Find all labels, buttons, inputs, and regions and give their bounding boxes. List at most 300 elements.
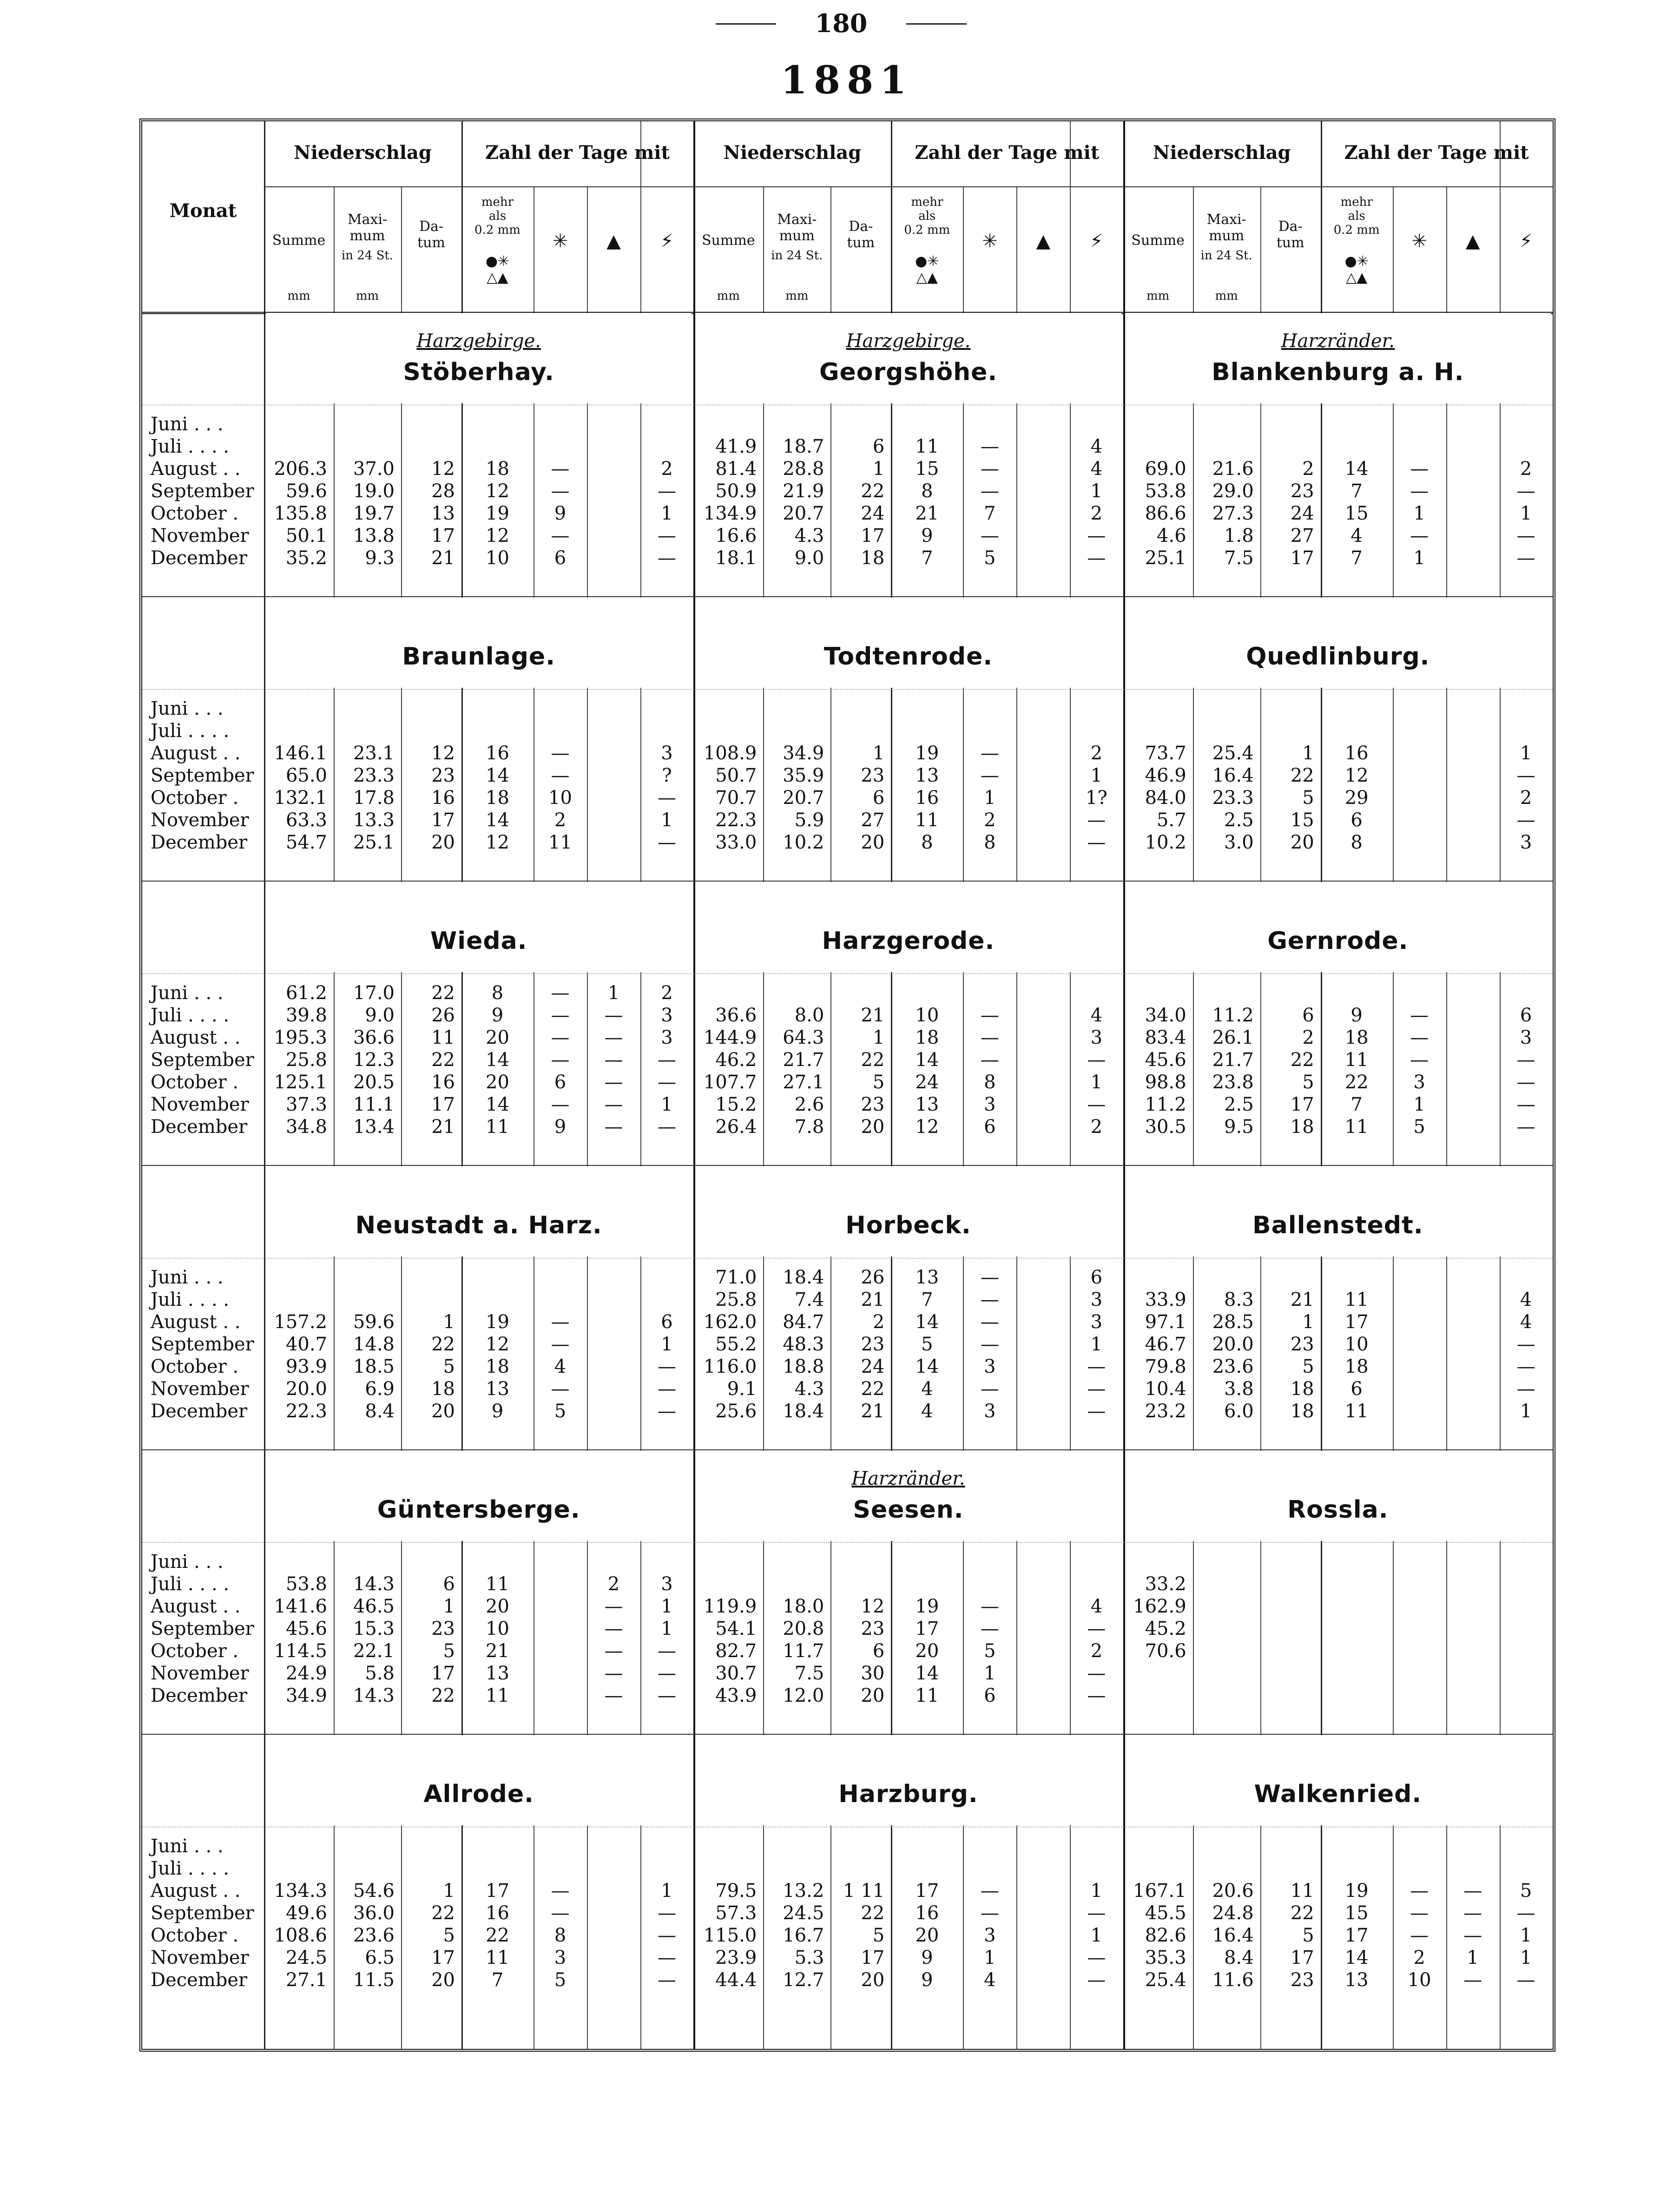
month-label: Juni . . . [151, 414, 224, 435]
data-cell: 29 [1344, 787, 1369, 809]
data-cell [640, 1857, 693, 1880]
data-cell: 21 [1290, 1289, 1314, 1310]
data-cell: 22 [861, 480, 885, 502]
data-cell: 5.3 [794, 1947, 824, 1968]
data-cell: 11 [915, 810, 939, 831]
rain-snow-icon: ●✳ △▲ [485, 253, 510, 286]
data-cell: 20 [431, 1401, 455, 1422]
data-cell: 18 [1290, 1116, 1314, 1138]
data-cell: — [604, 1005, 623, 1026]
data-cell: 14 [486, 810, 509, 831]
data-cell: 20.0 [285, 1378, 327, 1400]
data-cell: 5 [443, 1640, 455, 1662]
data-cell [534, 413, 587, 435]
data-cell: 23.6 [353, 1925, 395, 1946]
data-cell: 46.9 [1145, 765, 1186, 786]
data-cell [1260, 1835, 1314, 1857]
data-cell [1016, 1685, 1070, 1707]
data-cell [587, 1857, 640, 1880]
station-name: Harzgerode. [822, 927, 995, 955]
month-label: August . . [151, 1880, 241, 1902]
header-niederschlag: Niederschlag [294, 142, 432, 164]
month-label: October . [151, 1925, 239, 1946]
data-cell [587, 1266, 640, 1289]
data-cell [1016, 1947, 1070, 1969]
data-cell: — [604, 1094, 623, 1115]
data-cell [1016, 1618, 1070, 1640]
data-cell [1500, 435, 1553, 458]
data-cell: 8.3 [1224, 1289, 1254, 1310]
data-cell: 9.5 [1224, 1116, 1254, 1138]
data-cell [1393, 1685, 1446, 1707]
data-cell: 5 [1413, 1116, 1425, 1138]
data-cell [763, 982, 824, 1004]
data-cell [1321, 1835, 1393, 1857]
data-cell: 1 11 [843, 1880, 885, 1902]
data-cell: 22.1 [353, 1640, 395, 1662]
region-label: Harzgebirge. [416, 330, 541, 352]
month-label: August . . [151, 1596, 241, 1617]
data-cell: 18 [1344, 1356, 1369, 1377]
data-cell [1393, 720, 1446, 742]
data-cell: 135.8 [274, 503, 327, 524]
data-cell [1446, 458, 1500, 480]
data-cell: 26.1 [1212, 1027, 1254, 1048]
data-cell: 23.9 [715, 1947, 757, 1968]
data-cell [830, 698, 884, 720]
data-cell: — [1516, 547, 1535, 569]
month-label: September [151, 1618, 254, 1639]
data-cell: 22 [431, 1334, 455, 1355]
data-cell: — [1410, 1902, 1429, 1924]
data-cell: — [658, 1640, 676, 1662]
data-cell: 36.6 [353, 1027, 395, 1048]
data-cell: 41.9 [715, 436, 757, 457]
data-cell [1260, 1266, 1314, 1289]
data-cell [693, 698, 757, 720]
data-cell [534, 698, 587, 720]
data-cell: 23 [861, 1618, 885, 1639]
data-cell: 17 [431, 525, 455, 546]
data-cell: 18.4 [783, 1267, 824, 1288]
page-number: 180 [781, 8, 902, 38]
data-cell [1500, 1595, 1553, 1618]
data-cell: 15 [915, 458, 939, 480]
data-cell: 9.0 [794, 547, 824, 569]
data-cell: — [551, 1311, 570, 1333]
data-cell: 69.0 [1145, 458, 1186, 480]
header-in-24-st: in 24 St. [1200, 249, 1252, 263]
data-cell: — [980, 1267, 999, 1288]
data-cell: 162.9 [1133, 1596, 1186, 1617]
data-cell [1393, 435, 1446, 458]
data-cell: 16 [486, 1902, 509, 1924]
data-cell [1016, 1573, 1070, 1595]
data-cell: 1 [1520, 743, 1532, 764]
data-cell: — [1087, 1618, 1106, 1639]
data-cell [1500, 1551, 1553, 1573]
data-cell: 50.1 [285, 525, 327, 546]
data-cell: 83.4 [1145, 1027, 1186, 1048]
data-cell: 3 [984, 1925, 996, 1946]
data-cell [1446, 1640, 1500, 1662]
data-cell: 2 [1520, 787, 1532, 809]
data-cell: 7 [921, 1289, 933, 1310]
data-cell [1446, 1333, 1500, 1356]
data-cell: 20 [915, 1640, 939, 1662]
data-cell [401, 435, 455, 458]
data-cell [1446, 1662, 1500, 1685]
data-cell [1016, 1116, 1070, 1138]
data-cell [1260, 1595, 1314, 1618]
data-cell: 17 [915, 1618, 939, 1639]
data-cell [1500, 698, 1553, 720]
data-cell [334, 413, 395, 435]
data-cell: 63.3 [285, 810, 327, 831]
month-label: October . [151, 1356, 239, 1377]
data-cell: 116.0 [703, 1356, 757, 1377]
data-cell: 5 [921, 1334, 933, 1355]
data-cell: 14 [486, 765, 509, 786]
data-cell [1123, 1551, 1186, 1573]
data-cell [1393, 1857, 1446, 1880]
data-cell: — [980, 1049, 999, 1071]
data-cell: 45.2 [1145, 1618, 1186, 1639]
data-cell [534, 1685, 587, 1707]
data-cell: 6 [872, 787, 885, 809]
data-cell: 11 [1344, 1049, 1369, 1071]
data-cell: 22 [861, 1902, 885, 1924]
data-cell: 20 [861, 1116, 885, 1138]
data-cell [461, 720, 534, 742]
data-cell: 1 [443, 1311, 455, 1333]
month-label: November [151, 810, 249, 831]
data-cell [587, 787, 640, 809]
data-cell: — [604, 1027, 623, 1048]
month-label: August . . [151, 1311, 241, 1333]
data-cell: 1 [443, 1596, 455, 1617]
data-cell: 49.6 [285, 1902, 327, 1924]
data-cell [1446, 525, 1500, 547]
data-cell: 11.6 [1212, 1969, 1254, 1991]
data-cell: 1 [661, 1596, 673, 1617]
data-cell [963, 1835, 1016, 1857]
data-cell [1260, 435, 1314, 458]
data-cell [1393, 1266, 1446, 1289]
station-name: Walkenried. [1254, 1780, 1422, 1808]
data-cell: 22 [1290, 1049, 1314, 1071]
data-cell: 20.5 [353, 1072, 395, 1093]
data-cell: 1? [1085, 787, 1107, 809]
data-cell: — [551, 1027, 570, 1048]
data-cell [830, 1835, 884, 1857]
data-cell [763, 698, 824, 720]
data-cell: 20 [861, 832, 885, 853]
data-cell [1193, 413, 1254, 435]
data-cell [1446, 1595, 1500, 1618]
data-cell: — [604, 1072, 623, 1093]
data-cell: 19 [915, 743, 939, 764]
data-cell: 5.8 [365, 1663, 395, 1684]
data-cell: 13 [1344, 1969, 1369, 1991]
data-cell: 11.2 [1145, 1094, 1186, 1115]
data-cell: 22 [861, 1049, 885, 1071]
data-cell: — [604, 1663, 623, 1684]
data-cell [1016, 1289, 1070, 1311]
data-cell: 17 [1344, 1311, 1369, 1333]
data-cell: 2 [1413, 1947, 1425, 1968]
data-cell: 1 [1467, 1947, 1479, 1968]
data-cell: 2 [607, 1573, 620, 1595]
data-cell [1016, 1969, 1070, 1991]
header-unit: mm [1146, 289, 1170, 303]
data-cell: — [658, 547, 676, 569]
data-cell: 5 [443, 1925, 455, 1946]
data-cell: 36.6 [715, 1005, 757, 1026]
data-cell: 27.3 [1212, 503, 1254, 524]
data-cell: — [551, 480, 570, 502]
data-cell [587, 698, 640, 720]
data-cell: — [658, 1401, 676, 1422]
data-cell: 8 [984, 1072, 996, 1093]
data-cell: 24 [861, 503, 885, 524]
data-cell: 1 [872, 743, 885, 764]
data-cell: 40.7 [285, 1334, 327, 1355]
data-cell: 4 [1090, 458, 1103, 480]
data-cell: 141.6 [274, 1596, 327, 1617]
data-cell: — [658, 832, 676, 853]
data-cell [1016, 698, 1070, 720]
data-cell: 13 [486, 1378, 509, 1400]
data-cell: 1 [1090, 480, 1103, 502]
data-cell [1393, 1311, 1446, 1333]
data-cell: — [604, 1049, 623, 1071]
data-cell: 6 [1520, 1005, 1532, 1026]
data-cell [534, 1573, 587, 1595]
data-cell: 14 [486, 1049, 509, 1071]
data-cell: — [1087, 547, 1106, 569]
data-cell: 23.6 [1212, 1356, 1254, 1377]
section-rule [142, 596, 1553, 597]
data-cell [1016, 1924, 1070, 1947]
data-cell: 11 [486, 1573, 509, 1595]
data-cell: 9 [1351, 1005, 1363, 1026]
data-cell [830, 982, 884, 1004]
data-cell [763, 1835, 824, 1857]
data-cell: — [1463, 1969, 1482, 1991]
data-cell: 7 [1351, 547, 1363, 569]
data-cell [1123, 1685, 1186, 1707]
data-cell: 15 [1344, 1902, 1369, 1924]
data-cell [1446, 1093, 1500, 1116]
data-cell: — [980, 1880, 999, 1902]
data-cell: 9.1 [727, 1378, 757, 1400]
header-unit: mm [717, 289, 740, 303]
data-cell [461, 1835, 534, 1857]
data-cell [1500, 1640, 1553, 1662]
data-cell: 11 [1290, 1880, 1314, 1902]
data-cell: 195.3 [274, 1027, 327, 1048]
data-cell: 3 [661, 1573, 673, 1595]
data-cell: 20.7 [783, 503, 824, 524]
data-cell: 11 [431, 1027, 455, 1048]
data-cell: 26.4 [715, 1116, 757, 1138]
data-cell: 23.2 [1145, 1401, 1186, 1422]
data-cell [1070, 1573, 1123, 1595]
data-cell: 20.0 [1212, 1334, 1254, 1355]
data-cell: 11 [1344, 1289, 1369, 1310]
data-cell: — [1516, 1094, 1535, 1115]
data-cell [1016, 1333, 1070, 1356]
data-cell: 1 [1413, 503, 1425, 524]
data-cell [1016, 742, 1070, 764]
header-zahl-der-tage: Zahl der Tage mit [1344, 142, 1529, 164]
header-unit: mm [1215, 289, 1238, 303]
data-cell: — [1087, 525, 1106, 546]
data-cell [1016, 1266, 1070, 1289]
data-cell [587, 831, 640, 854]
data-cell: — [658, 1947, 676, 1968]
data-cell: — [1410, 458, 1429, 480]
data-cell [763, 1551, 824, 1573]
data-cell: 46.5 [353, 1596, 395, 1617]
data-cell: 9 [491, 1005, 504, 1026]
data-cell [1446, 787, 1500, 809]
data-cell [1393, 1551, 1446, 1573]
data-cell: 17 [431, 1663, 455, 1684]
data-cell: 17.0 [353, 982, 395, 1004]
data-cell: 9 [921, 525, 933, 546]
data-cell: 6 [443, 1573, 455, 1595]
data-cell: 12 [486, 1334, 509, 1355]
data-cell: 9 [554, 503, 567, 524]
station-name: Quedlinburg. [1246, 643, 1430, 671]
data-cell [1446, 720, 1500, 742]
data-cell: 2 [554, 810, 567, 831]
data-cell: 17 [431, 810, 455, 831]
snow-icon: ✳ [1411, 230, 1427, 252]
data-cell: 12.3 [353, 1049, 395, 1071]
data-cell: 36.0 [353, 1902, 395, 1924]
data-cell: 12 [861, 1596, 885, 1617]
data-cell [1393, 1640, 1446, 1662]
data-cell: 9 [554, 1116, 567, 1138]
data-cell [587, 1924, 640, 1947]
month-label: December [151, 1401, 248, 1422]
data-cell: 11.5 [353, 1969, 395, 1991]
month-label: August . . [151, 458, 241, 480]
month-label: Juli . . . . [151, 1005, 230, 1026]
data-cell [1393, 809, 1446, 831]
data-cell: 22 [1290, 765, 1314, 786]
data-cell: 11 [548, 832, 572, 853]
data-cell: 93.9 [285, 1356, 327, 1377]
data-cell [763, 1857, 824, 1880]
data-cell: 22 [431, 1049, 455, 1071]
data-cell [1193, 1266, 1254, 1289]
data-cell: 27.1 [783, 1072, 824, 1093]
data-cell: 10 [548, 787, 572, 809]
station-name: Güntersberge. [377, 1496, 580, 1524]
data-cell: 19 [915, 1596, 939, 1617]
data-cell: 1 [661, 1880, 673, 1902]
station-name: Neustadt a. Harz. [355, 1211, 602, 1239]
month-label: December [151, 1685, 248, 1706]
data-cell: 4 [1351, 525, 1363, 546]
data-cell: 4 [921, 1401, 933, 1422]
data-cell: 2 [1090, 1640, 1103, 1662]
data-cell: 28.8 [783, 458, 824, 480]
data-cell: 24 [1290, 503, 1314, 524]
data-cell [264, 1857, 327, 1880]
data-cell: — [1516, 1378, 1535, 1400]
data-cell: 73.7 [1145, 743, 1186, 764]
data-cell: 35.9 [783, 765, 824, 786]
data-cell: 84.0 [1145, 787, 1186, 809]
data-cell [1446, 1400, 1500, 1422]
data-cell: 48.3 [783, 1334, 824, 1355]
data-cell: 2 [1520, 458, 1532, 480]
section-rule [142, 881, 1553, 882]
data-cell: — [1087, 1049, 1106, 1071]
data-cell: 5 [1302, 787, 1314, 809]
data-cell: 23 [431, 1618, 455, 1639]
data-cell: 23.3 [353, 765, 395, 786]
data-cell: — [658, 1685, 676, 1706]
data-cell: 25.1 [1145, 547, 1186, 569]
header-niederschlag: Niederschlag [723, 142, 862, 164]
data-cell [1393, 787, 1446, 809]
data-cell [1321, 435, 1393, 458]
data-cell [1393, 1618, 1446, 1640]
data-cell: 34.9 [285, 1685, 327, 1706]
data-cell: — [980, 1902, 999, 1924]
data-cell [334, 435, 395, 458]
data-cell: — [1087, 1902, 1106, 1924]
data-cell: 17 [431, 1947, 455, 1968]
data-cell: — [1516, 810, 1535, 831]
data-cell: 4 [984, 1969, 996, 1991]
data-cell: 19 [486, 503, 509, 524]
data-cell [1123, 982, 1186, 1004]
data-cell [1016, 547, 1070, 569]
data-cell: 2 [1302, 458, 1314, 480]
data-cell: 19 [1344, 1880, 1369, 1902]
month-label: November [151, 525, 249, 546]
thunderstorm-icon: ⚡ [660, 230, 674, 252]
region-label: Harzgebirge. [846, 330, 971, 352]
data-cell: 10 [486, 547, 509, 569]
data-cell: 20 [486, 1027, 509, 1048]
data-cell: 5 [1302, 1356, 1314, 1377]
data-cell: — [551, 1334, 570, 1355]
data-cell [587, 742, 640, 764]
data-cell: 17 [1290, 1947, 1314, 1968]
data-cell [1393, 831, 1446, 854]
data-cell: 20.6 [1212, 1880, 1254, 1902]
data-cell: 3 [661, 743, 673, 764]
data-cell [1016, 1400, 1070, 1422]
data-cell: 7.5 [1224, 547, 1254, 569]
header-summe: Summe [272, 232, 326, 249]
data-cell: 5 [984, 547, 996, 569]
data-cell [1321, 720, 1393, 742]
data-cell: 55.2 [715, 1334, 757, 1355]
data-cell [640, 1551, 693, 1573]
data-cell: 1 [1413, 1094, 1425, 1115]
data-cell: 1 [984, 787, 996, 809]
data-cell: 22 [431, 1685, 455, 1706]
